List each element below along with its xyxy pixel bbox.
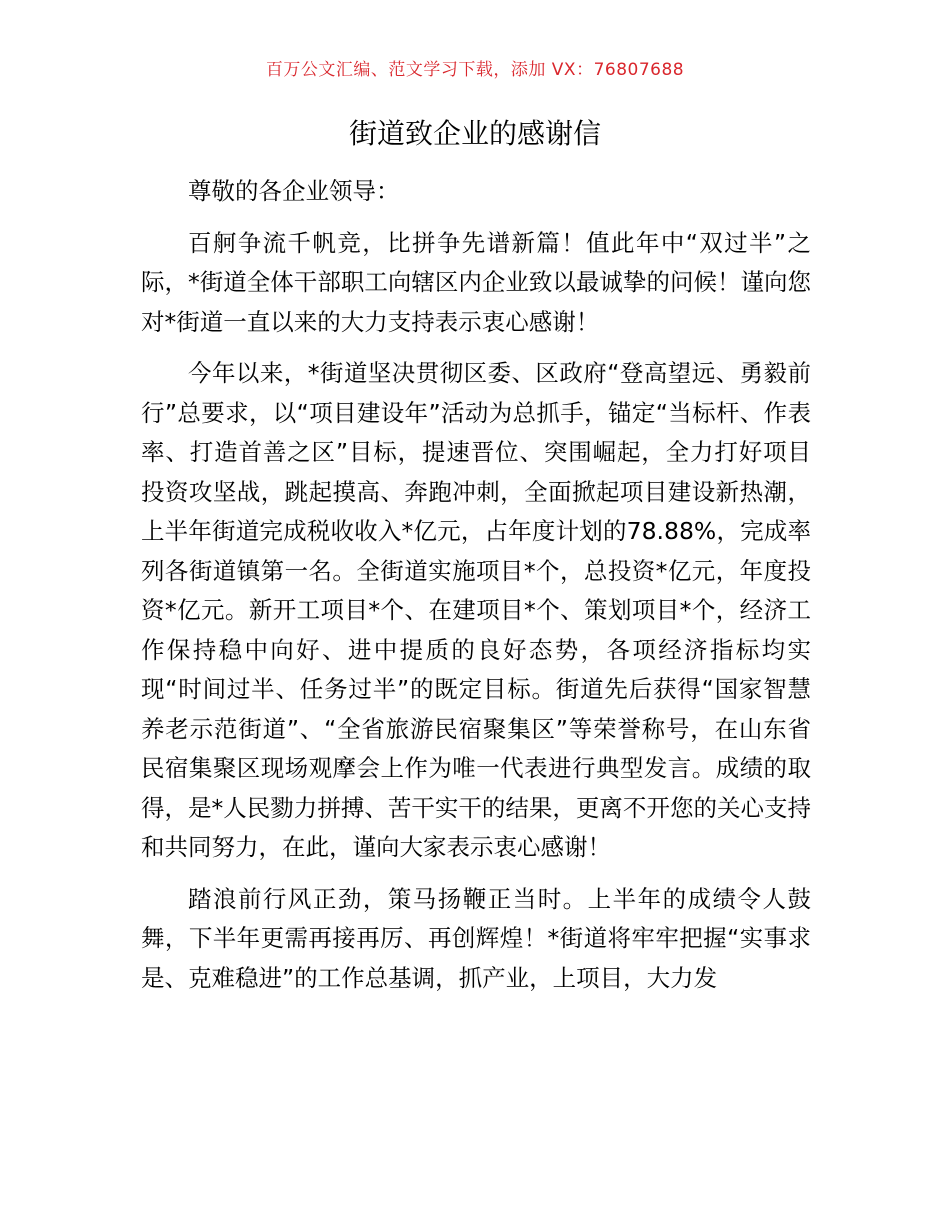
document-title: 街道致企业的感谢信	[348, 117, 601, 150]
salutation: 尊敬的各企业领导：	[188, 177, 400, 205]
watermark-header: 百万公文汇编、范文学习下载，添加 VX：76807688	[265, 60, 685, 80]
paragraph-achievements: 今年以来，*街道坚决贯彻区委、区政府“登高望远、勇毅前行”总要求，以“项目建设年”活动为总抓手，锚定“当标杆、作表率、打造首善之区”目标，提速晋位、突围崛起，全力打好项目投资攻坚战，跳起摸高、奔跑冲刺，全面掀起项目建设新热潮，上半年街道完成税收收入*亿元，占年度计划的78.88%，完成率列各街道镇第一名。全街道实施项目*个，总投资*亿元，年度投资*亿元。新开工项目*个、在建项目*个、策划项目*个，经济工作保持稳中向好、进中提质的良好态势，各项经济指标均实现“时间过半、任务过半”的既定目标。街道先后获得“国家智慧养老示范街道”、“全省旅游民宿聚集区”等荣誉称号，在山东省民宿集聚区现场观摩会上作为唯一代表进行典型发言。成绩的取得，是*人民勠力拼搏、苦干实干的结果，更离不开您的关心支持和共同努力，在此，谨向大家表示衷心感谢！	[141, 359, 811, 861]
letter-body	[141, 172, 811, 1010]
paragraph-outlook: 踏浪前行风正劲，策马扬鞭正当时。上半年的成绩令人鼓舞，下半年更需再接再厉、再创辉煌！*街道将牢牢把握“实事求是、克难稳进”的工作总基调，抓产业，上项目，大力发	[141, 884, 811, 992]
paragraph-greeting: 百舸争流千帆竞，比拼争先谱新篇！值此年中“双过半”之际，*街道全体干部职工向辖区内企业致以最诚挚的问候！谨向您对*街道一直以来的大力支持表示衷心感谢！	[141, 228, 811, 336]
